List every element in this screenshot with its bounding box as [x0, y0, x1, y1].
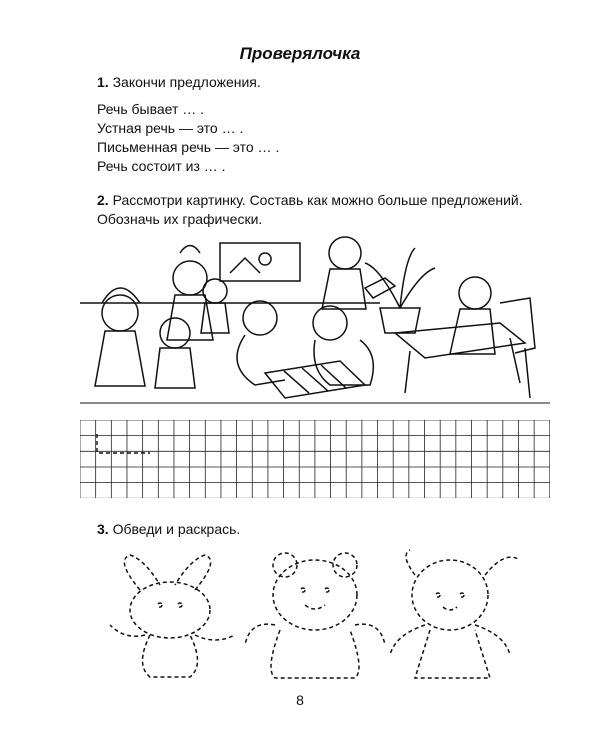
girl-body: [95, 331, 145, 386]
task-1-heading: [97, 73, 261, 92]
thinking-boy-body: [314, 340, 373, 385]
task-2-heading: [97, 191, 567, 229]
wall-picture-drawing: [230, 253, 271, 273]
doll-head: [203, 279, 227, 303]
drawing-girl-body: [450, 309, 495, 354]
small-girl-head: [160, 318, 190, 348]
bunny-outline: [110, 555, 235, 677]
page-number: 8: [296, 692, 304, 708]
drawing-table: [395, 323, 525, 358]
dashed-sentence-scheme: [97, 434, 150, 453]
graph-paper-grid: [80, 420, 550, 498]
ponytail-girl-head: [173, 261, 207, 295]
task-3-text: Обведи и раскрась.: [112, 521, 241, 537]
task-2-text: Рассмотри картинку. Составь как можно больше предложений. Обозначь их графически.: [97, 192, 523, 227]
children-playing-illustration: [80, 233, 550, 413]
task-3-number: 3.: [97, 521, 109, 537]
chair-leg: [525, 348, 530, 398]
chess-boy-head: [243, 301, 277, 335]
doll-outline: [390, 550, 520, 678]
sentence-line: Речь состоит из … .: [97, 158, 226, 174]
page-title: Проверялочка: [239, 44, 361, 63]
task-1-text: Закончи предложения.: [112, 74, 261, 90]
small-girl-body: [155, 348, 195, 388]
sentence-line: Письменная речь — это … .: [97, 139, 280, 155]
watering-can: [365, 278, 395, 298]
sentence-line: Устная речь — это … .: [97, 120, 244, 136]
tracing-figures: [105, 535, 545, 680]
bear-outline: [245, 553, 385, 678]
doll-body: [201, 303, 229, 333]
table-leg: [405, 351, 410, 393]
task-2-number: 2.: [97, 192, 109, 208]
drawing-girl-head: [459, 277, 491, 309]
girl-head: [102, 295, 138, 331]
task-1-number: 1.: [97, 74, 109, 90]
watering-boy-head: [329, 237, 361, 269]
thinking-boy-head: [313, 306, 347, 340]
plant-leaves: [365, 248, 435, 308]
chess-boy-body: [237, 335, 285, 385]
sentence-line: Речь бывает … .: [97, 101, 205, 117]
task-1-sentences: [97, 100, 279, 176]
plant-pot: [380, 308, 420, 333]
ponytail: [180, 246, 200, 254]
